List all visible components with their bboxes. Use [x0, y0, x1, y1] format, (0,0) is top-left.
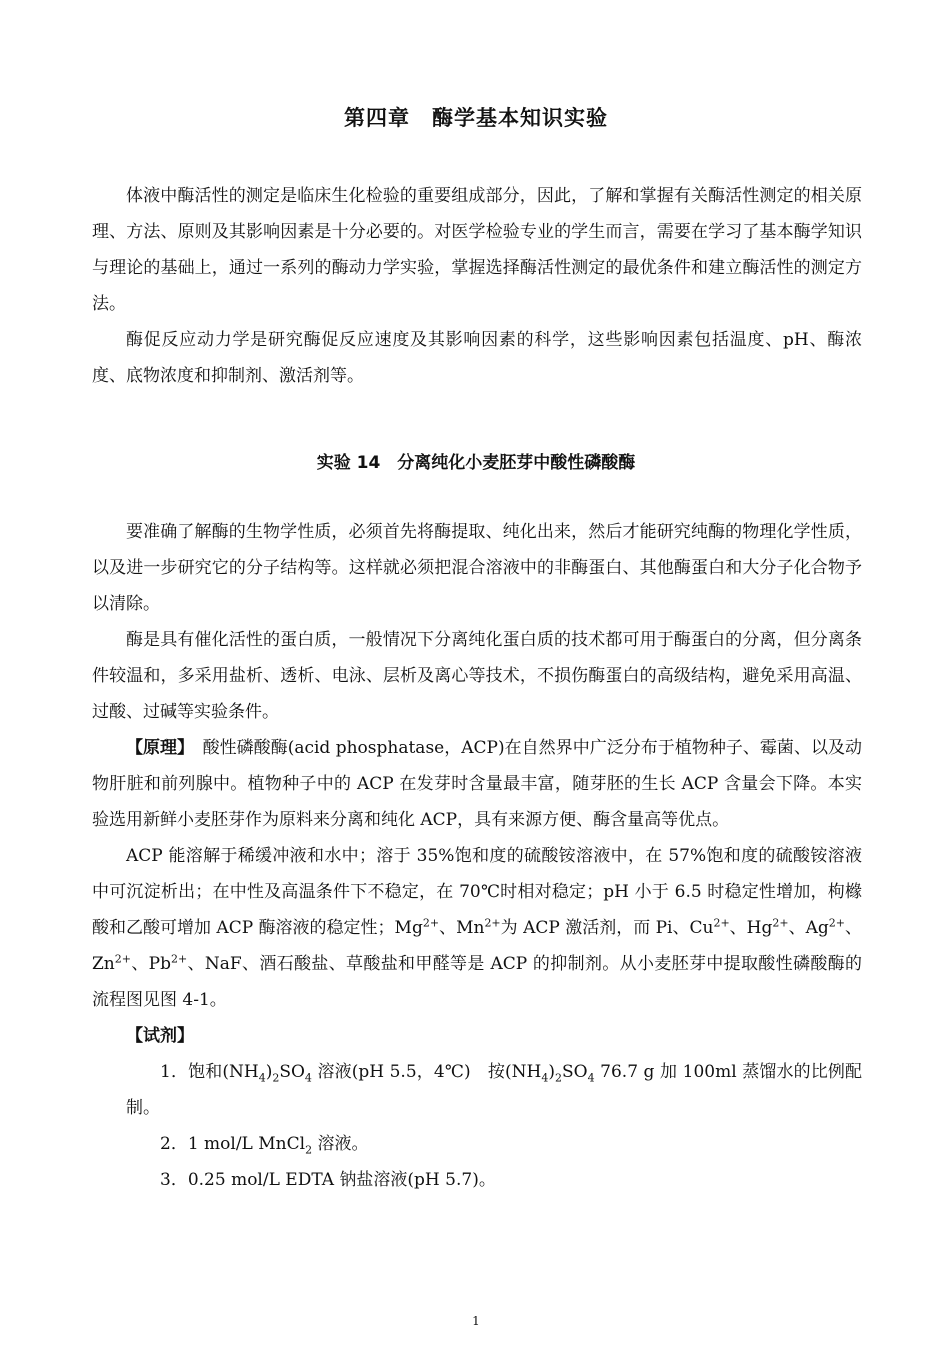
properties-text: 、Ag: [788, 918, 829, 938]
principle-heading: 【原理】: [126, 738, 186, 758]
page-number: 1: [472, 1314, 480, 1328]
reagent-text: 76.7 g 加 100ml 蒸馏水的比例配制。: [126, 1062, 862, 1118]
formula-subscript: 2: [272, 1071, 280, 1085]
reagent-text: 1．饱和(NH: [160, 1062, 259, 1082]
charge-superscript: 2+: [422, 916, 440, 930]
intro-paragraph-1: 体液中酶活性的测定是临床生化检验的重要组成部分，因此，了解和掌握有关酶活性测定的相关原理、方法、原则及其影响因素是十分必要的。对医学检验专业的学生而言，需要在学习了基本酶学知识与理论的基础上，通过一系列的酶动力学实验，掌握选择酶活性测定的最优条件和建立酶活性的测定方法。: [92, 186, 862, 314]
principle-text: 酸性磷酸酶(acid phosphatase，ACP)在自然界中广泛分布于植物种子、霉菌、以及动物肝脏和前列腺中。植物种子中的 ACP 在发芽时含量最丰富，随芽胚的生长 ACP 含量会下降。本实验选用新鲜小麦胚芽作为原料来分离和纯化 ACP，具有来源方便、酶含量高等优点。: [92, 738, 863, 830]
intro-paragraph-2: 酶促反应动力学是研究酶促反应速度及其影响因素的科学，这些影响因素包括温度、pH、酶浓度、底物浓度和抑制剂、激活剂等。: [92, 330, 862, 386]
reagent-text: SO: [562, 1062, 588, 1082]
reagent-item-1: [92, 1054, 862, 1126]
properties-text: 、Hg: [729, 918, 773, 938]
properties-text: 为 ACP 激活剂，而 Pi、Cu: [500, 918, 714, 938]
formula-subscript: 4: [258, 1071, 266, 1085]
formula-subscript: 4: [304, 1071, 312, 1085]
body-paragraph-2: 酶是具有催化活性的蛋白质，一般情况下分离纯化蛋白质的技术都可用于酶蛋白的分离，但分离条件较温和，多采用盐析、透析、电泳、层析及离心等技术，不损伤酶蛋白的高级结构，避免采用高温、过酸、过碱等实验条件。: [92, 630, 862, 722]
formula-subscript: 4: [541, 1071, 549, 1085]
body-paragraph-1: 要准确了解酶的生物学性质，必须首先将酶提取、纯化出来，然后才能研究纯酶的物理化学性质，以及进一步研究它的分子结构等。这样就必须把混合溶液中的非酶蛋白、其他酶蛋白和大分子化合物予以清除。: [92, 522, 862, 614]
reagent-text: 溶液。: [312, 1134, 369, 1154]
reagent-item-2: [92, 1126, 862, 1162]
reagents-heading: 【试剂】: [126, 1026, 194, 1046]
principle-paragraph: [92, 730, 862, 838]
experiment-title: 实验 14 分离纯化小麦胚芽中酸性磷酸酶: [316, 453, 636, 473]
properties-text: ACP 能溶解于稀缓冲液和水中；溶于 35%饱和度的硫酸铵溶液中，在 57%饱和度的硫酸铵溶液中可沉淀析出；在中性及高温条件下不稳定，在 70℃时相对稳定；pH 小于 6.5 时稳定性增加，枸橼酸和乙酸可增加 ACP 酶溶液的稳定性；Mg: [92, 846, 862, 938]
chapter-title: 第四章 酶学基本知识实验: [344, 106, 608, 130]
charge-superscript: 2+: [713, 916, 730, 930]
reagent-text: SO: [279, 1062, 305, 1082]
charge-superscript: 2+: [484, 916, 501, 930]
formula-subscript: 2: [305, 1143, 313, 1157]
intro-section: [92, 178, 862, 394]
properties-text: 、Mn: [439, 918, 485, 938]
reagent-text: ): [548, 1062, 556, 1082]
formula-subscript: 2: [555, 1071, 563, 1085]
charge-superscript: 2+: [772, 916, 789, 930]
charge-superscript: 2+: [828, 916, 845, 930]
reagent-text: ): [265, 1062, 273, 1082]
formula-subscript: 4: [587, 1071, 595, 1085]
reagents-heading-line: [92, 1018, 862, 1054]
experiment-body: [92, 514, 862, 1198]
reagent-text: 溶液(pH 5.5，4℃) 按(NH: [311, 1062, 542, 1082]
properties-text: 、Pb: [130, 954, 171, 974]
properties-text: 、NaF、酒石酸盐、草酸盐和甲醛等是 ACP 的抑制剂。从小麦胚芽中提取酸性磷酸酶的流程图见图 4-1。: [92, 954, 862, 1010]
reagent-text: 2．1 mol/L MnCl: [160, 1134, 306, 1154]
charge-superscript: 2+: [170, 952, 188, 966]
properties-text: 、Zn: [92, 918, 863, 974]
reagent-item-3: 3．0.25 mol/L EDTA 钠盐溶液(pH 5.7)。: [160, 1170, 496, 1190]
properties-paragraph: [92, 838, 862, 1018]
charge-superscript: 2+: [114, 952, 131, 966]
